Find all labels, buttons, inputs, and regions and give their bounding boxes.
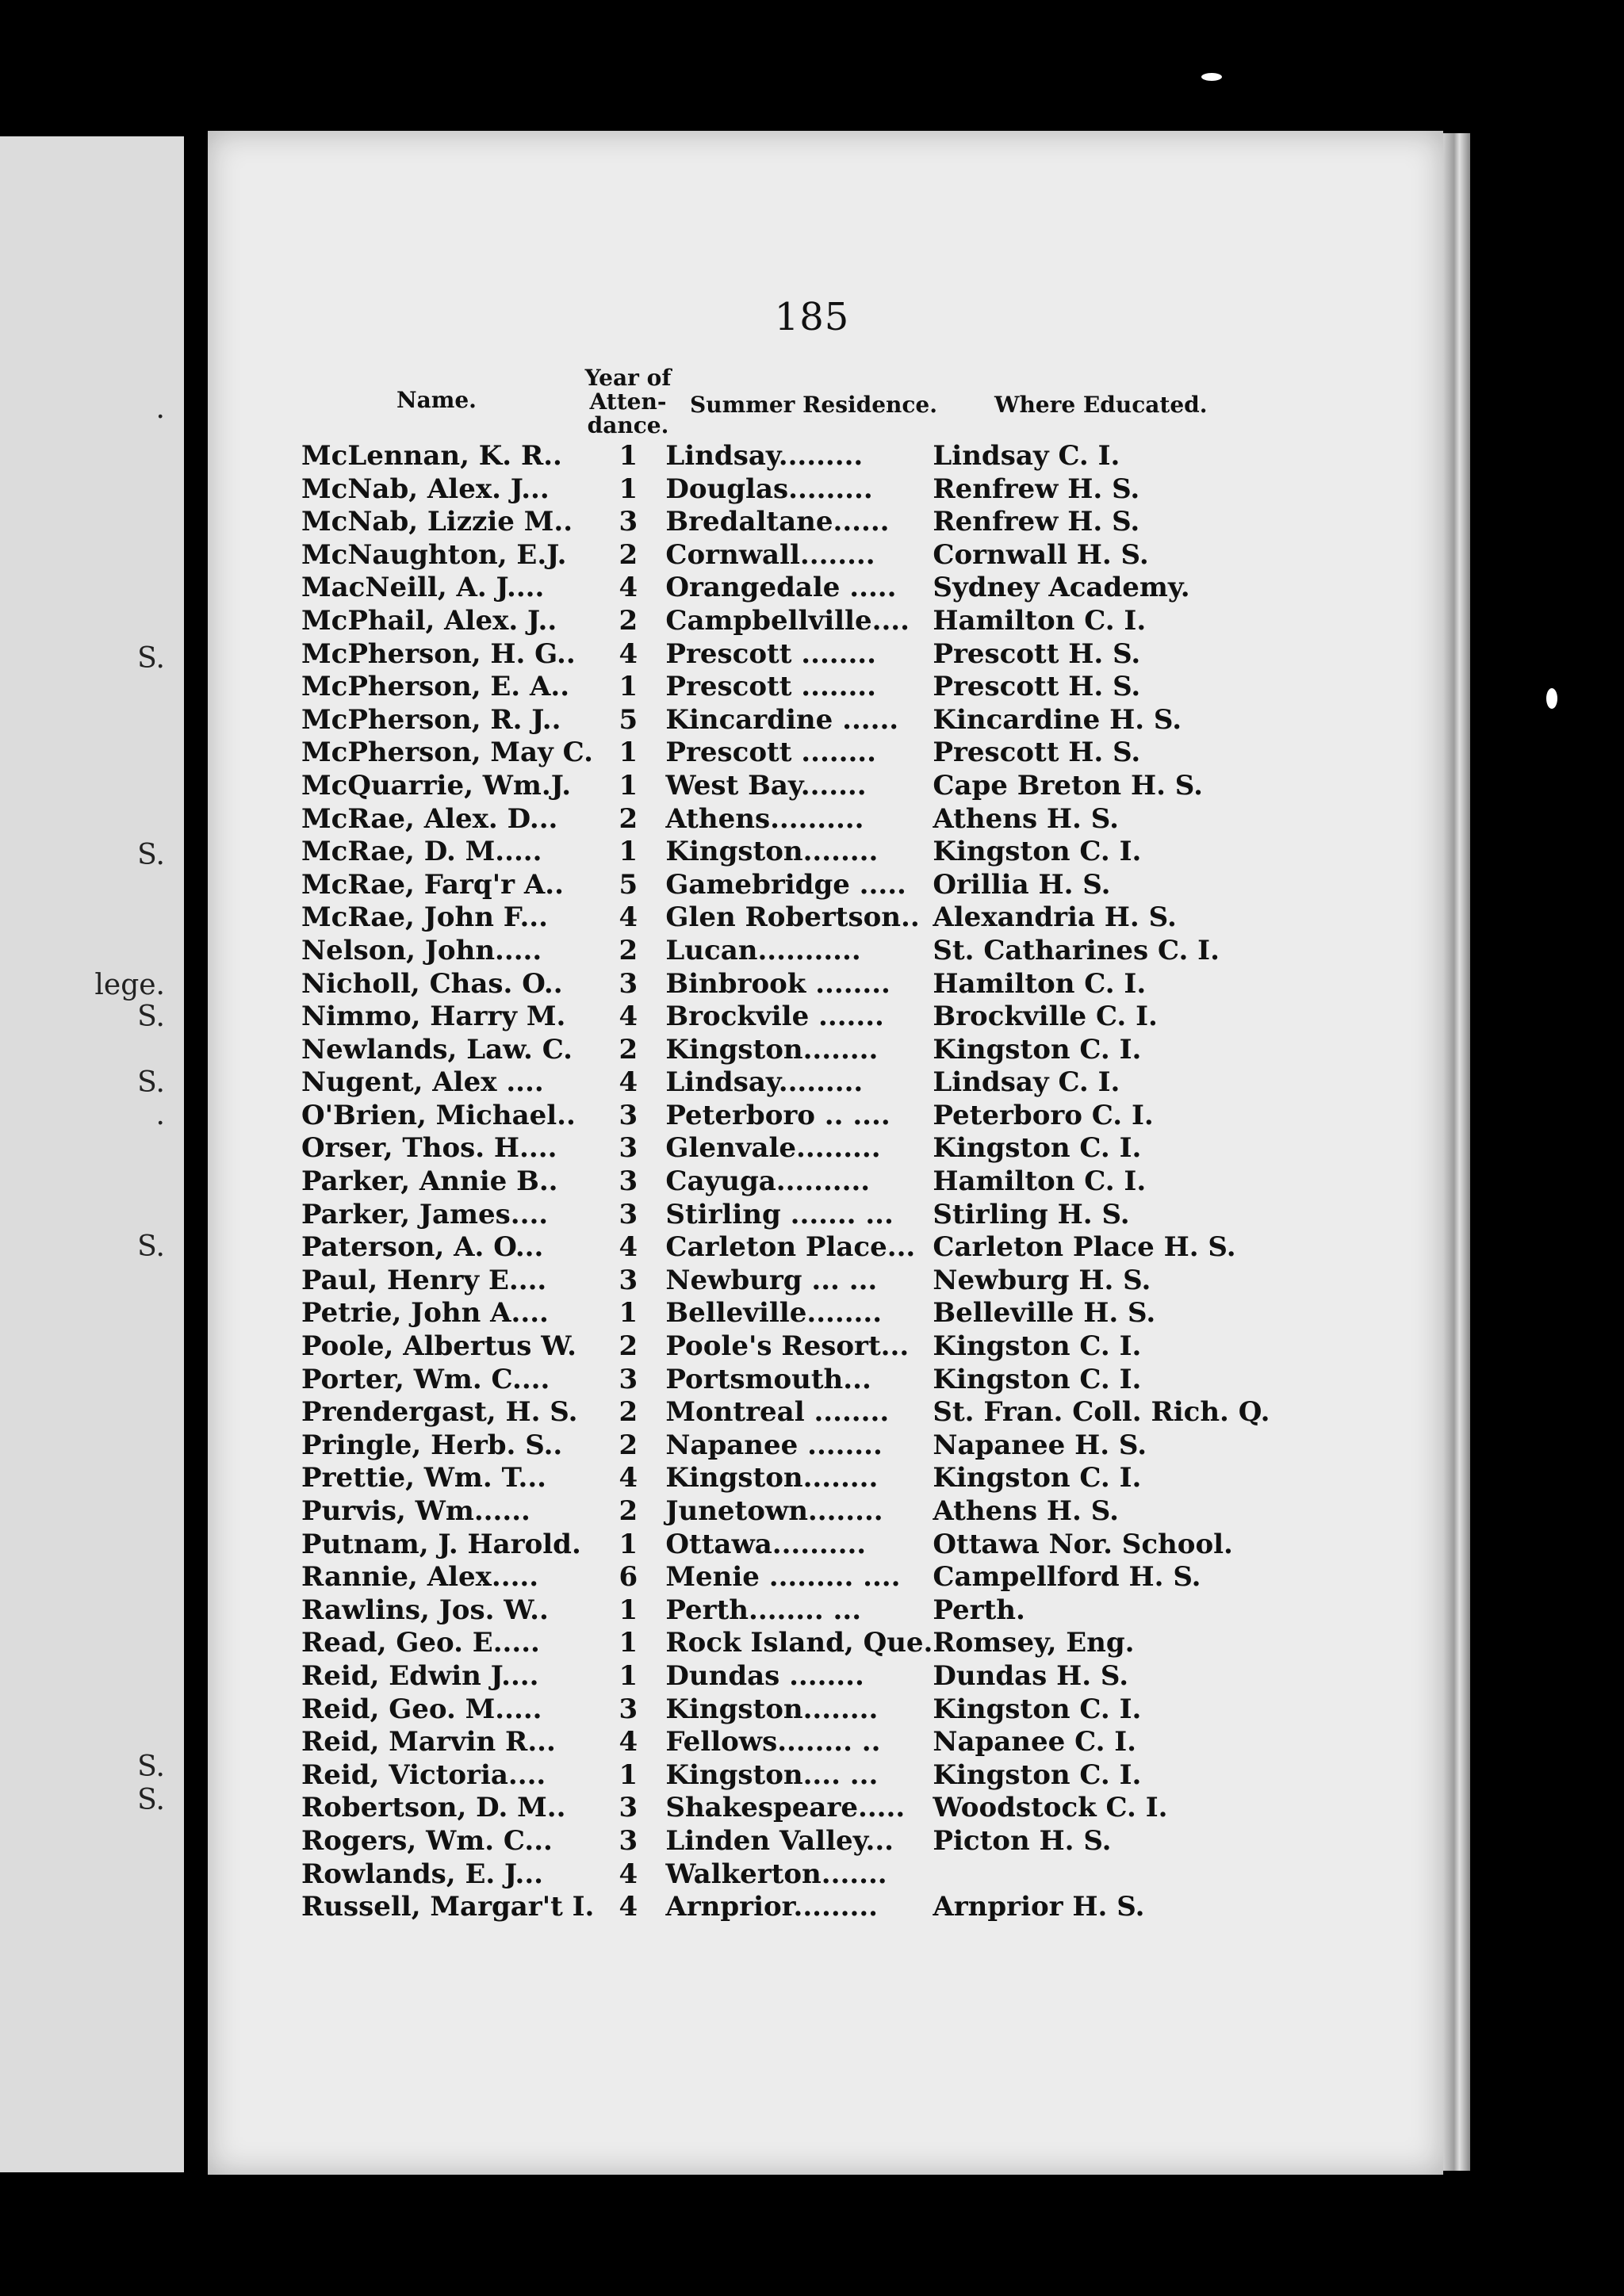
table-row — [301, 803, 1345, 836]
cell-residence: Brockvile ....... — [665, 1001, 884, 1033]
cell-name: McRae, John F... — [301, 901, 548, 934]
cell-name: Putnam, J. Harold. — [301, 1528, 581, 1560]
cell-year: 4 — [619, 1462, 638, 1494]
cell-year: 1 — [619, 1627, 638, 1659]
cell-educated: Belleville H. S. — [933, 1297, 1156, 1330]
cell-residence: Arnprior......... — [665, 1891, 879, 1923]
cell-educated: Prescott H. S. — [933, 737, 1141, 769]
cell-educated: Kingston C. I. — [933, 1033, 1142, 1066]
cell-educated: Stirling H. S. — [933, 1198, 1130, 1230]
cell-educated: Picton H. S. — [933, 1824, 1112, 1857]
cell-residence: Binbrook ........ — [665, 967, 891, 1000]
cell-name: Prettie, Wm. T... — [301, 1462, 547, 1494]
table-row — [301, 1199, 1345, 1232]
cell-residence: Lindsay......... — [665, 1066, 864, 1099]
cell-year: 3 — [619, 967, 638, 1000]
cell-residence: Dundas ........ — [665, 1659, 864, 1692]
cell-educated: Sydney Academy. — [933, 572, 1190, 604]
table-row — [301, 1034, 1345, 1067]
cell-year: 5 — [619, 868, 638, 901]
table-row — [301, 1529, 1345, 1562]
cell-residence: Bredaltane...... — [665, 506, 890, 538]
cell-educated: Kingston C. I. — [933, 1758, 1142, 1791]
table-row — [301, 1330, 1345, 1364]
cell-name: McNaughton, E.J. — [301, 538, 567, 571]
header-year-line-1: Year of — [584, 365, 672, 391]
cell-residence: Lindsay......... — [665, 440, 864, 472]
cell-educated: Alexandria H. S. — [933, 901, 1177, 934]
cell-year: 1 — [619, 1528, 638, 1560]
cell-educated: Kincardine H. S. — [933, 703, 1182, 736]
table-row — [301, 539, 1345, 572]
header-year-of-attendance — [573, 366, 684, 438]
cell-name: Poole, Albertus W. — [301, 1330, 576, 1363]
cell-name: Parker, James.... — [301, 1198, 549, 1230]
cell-residence: Napanee ........ — [665, 1429, 883, 1461]
cell-year: 1 — [619, 440, 638, 472]
table-row — [301, 1231, 1345, 1265]
table-row — [301, 638, 1345, 672]
cell-name: McNab, Alex. J... — [301, 473, 550, 505]
left-page-text-fragment: S. — [137, 1066, 165, 1099]
cell-name: Reid, Marvin R... — [301, 1726, 556, 1758]
cell-name: McPherson, May C. — [301, 737, 593, 769]
cell-residence: Shakespeare..... — [665, 1792, 906, 1824]
cell-year: 3 — [619, 1363, 638, 1395]
film-speck — [1546, 688, 1557, 709]
table-row — [301, 1066, 1345, 1100]
cell-residence: Rock Island, Que. — [665, 1627, 933, 1659]
cell-residence: Portsmouth... — [665, 1363, 871, 1395]
table-row — [301, 1495, 1345, 1529]
left-page-text-fragment: S. — [137, 839, 165, 871]
cell-educated: St. Catharines C. I. — [933, 934, 1220, 966]
left-page-text-fragment: S. — [137, 1001, 165, 1033]
cell-name: MacNeill, A. J.... — [301, 572, 545, 604]
table-row — [301, 836, 1345, 869]
cell-residence: Glen Robertson.. — [665, 901, 920, 934]
cell-name: Reid, Geo. M..... — [301, 1693, 542, 1725]
cell-educated: Peterboro C. I. — [933, 1099, 1154, 1131]
cell-name: McNab, Lizzie M.. — [301, 506, 573, 538]
cell-educated: Hamilton C. I. — [933, 1165, 1147, 1198]
cell-name: Nicholl, Chas. O.. — [301, 967, 563, 1000]
cell-name: Newlands, Law. C. — [301, 1033, 573, 1066]
cell-educated: Newburg H. S. — [933, 1264, 1151, 1296]
left-page-text-fragment: . — [155, 392, 165, 425]
cell-residence: Montreal ........ — [665, 1396, 890, 1429]
cell-name: McPhail, Alex. J.. — [301, 604, 557, 637]
cell-educated — [933, 1858, 1345, 1892]
table-row — [301, 473, 1345, 507]
cell-educated: St. Fran. Coll. Rich. Q. — [933, 1396, 1270, 1429]
cell-name: Rawlins, Jos. W.. — [301, 1594, 549, 1626]
table-row — [301, 1165, 1345, 1199]
cell-year: 1 — [619, 671, 638, 703]
cell-year: 1 — [619, 737, 638, 769]
cell-educated: Athens H. S. — [933, 802, 1119, 835]
cell-educated: Prescott H. S. — [933, 671, 1141, 703]
cell-year: 3 — [619, 1132, 638, 1165]
cell-name: Paul, Henry E.... — [301, 1264, 547, 1296]
header-summer-residence: Summer Residence. — [690, 392, 937, 418]
cell-year: 1 — [619, 769, 638, 802]
cell-year: 1 — [619, 836, 638, 868]
cell-year: 4 — [619, 1231, 638, 1264]
cell-name: O'Brien, Michael.. — [301, 1099, 576, 1131]
cell-educated: Prescott H. S. — [933, 637, 1141, 670]
cell-year: 3 — [619, 1824, 638, 1857]
header-year-line-3: dance. — [587, 412, 669, 438]
cell-educated: Kingston C. I. — [933, 1462, 1142, 1494]
cell-educated: Kingston C. I. — [933, 1330, 1142, 1363]
cell-residence: Junetown........ — [665, 1495, 883, 1527]
cell-educated: Renfrew H. S. — [933, 473, 1140, 505]
cell-residence: Prescott ........ — [665, 737, 876, 769]
cell-year: 3 — [619, 506, 638, 538]
cell-residence: Fellows........ .. — [665, 1726, 881, 1758]
cell-year: 2 — [619, 604, 638, 637]
table-row — [301, 1594, 1345, 1628]
cell-name: McRae, Alex. D... — [301, 802, 558, 835]
table-row — [301, 572, 1345, 605]
cell-name: Robertson, D. M.. — [301, 1792, 566, 1824]
cell-educated: Cape Breton H. S. — [933, 769, 1203, 802]
cell-residence: Perth........ ... — [665, 1594, 862, 1626]
cell-educated: Napanee H. S. — [933, 1429, 1147, 1461]
table-row — [301, 1825, 1345, 1858]
cell-residence: West Bay....... — [665, 769, 867, 802]
cell-residence: Cayuga.......... — [665, 1165, 871, 1198]
cell-name: Pringle, Herb. S.. — [301, 1429, 563, 1461]
cell-name: Paterson, A. O... — [301, 1231, 544, 1264]
cell-name: Prendergast, H. S. — [301, 1396, 578, 1429]
table-row — [301, 1792, 1345, 1825]
cell-educated: Renfrew H. S. — [933, 506, 1140, 538]
cell-year: 3 — [619, 1198, 638, 1230]
left-page-text-fragment: lege. — [94, 969, 165, 1001]
cell-year: 1 — [619, 1659, 638, 1692]
cell-residence: Lucan........... — [665, 934, 861, 966]
cell-year: 2 — [619, 538, 638, 571]
cell-name: McPherson, H. G.. — [301, 637, 576, 670]
cell-residence: Gamebridge ..... — [665, 868, 906, 901]
cell-educated: Athens H. S. — [933, 1495, 1119, 1527]
cell-residence: Kingston........ — [665, 1462, 879, 1494]
cell-year: 3 — [619, 1693, 638, 1725]
cell-residence: Menie ......... .... — [665, 1561, 901, 1594]
table-row — [301, 1858, 1345, 1892]
cell-residence: Cornwall........ — [665, 538, 875, 571]
left-page-text-fragment: S. — [137, 1751, 165, 1783]
cell-educated: Hamilton C. I. — [933, 604, 1147, 637]
cell-educated: Lindsay C. I. — [933, 1066, 1120, 1099]
cell-educated: Kingston C. I. — [933, 1693, 1142, 1725]
left-page-fragment — [0, 136, 184, 2172]
cell-year: 4 — [619, 1858, 638, 1890]
table-row — [301, 605, 1345, 638]
table-row — [301, 1462, 1345, 1495]
header-year-line-2: Atten- — [589, 388, 667, 415]
cell-residence: Carleton Place... — [665, 1231, 916, 1264]
cell-name: McPherson, E. A.. — [301, 671, 570, 703]
table-row — [301, 1627, 1345, 1660]
table-row — [301, 1265, 1345, 1298]
cell-name: Purvis, Wm...... — [301, 1495, 530, 1527]
cell-name: Reid, Victoria.... — [301, 1758, 546, 1791]
cell-residence: Campbellville.... — [665, 604, 910, 637]
cell-residence: Belleville........ — [665, 1297, 883, 1330]
cell-year: 2 — [619, 1396, 638, 1429]
cell-educated: Dundas H. S. — [933, 1659, 1129, 1692]
table-row — [301, 968, 1345, 1001]
cell-residence: Peterboro .. .... — [665, 1099, 891, 1131]
cell-residence: Kingston........ — [665, 836, 879, 868]
cell-residence: Kingston........ — [665, 1693, 879, 1725]
cell-name: McRae, D. M..... — [301, 836, 542, 868]
table-row — [301, 1396, 1345, 1429]
cell-educated: Kingston C. I. — [933, 1363, 1142, 1395]
cell-name: Rowlands, E. J... — [301, 1858, 544, 1890]
cell-year: 2 — [619, 802, 638, 835]
table-row — [301, 770, 1345, 803]
cell-year: 1 — [619, 473, 638, 505]
cell-name: Read, Geo. E..... — [301, 1627, 540, 1659]
table-row — [301, 1660, 1345, 1693]
left-page-text-fragment: S. — [137, 1784, 165, 1816]
cell-residence: Ottawa.......... — [665, 1528, 867, 1560]
cell-residence: Walkerton....... — [665, 1858, 887, 1890]
cell-educated: Kingston C. I. — [933, 836, 1142, 868]
table-row — [301, 440, 1345, 473]
cell-educated: Napanee C. I. — [933, 1726, 1137, 1758]
cell-year: 3 — [619, 1165, 638, 1198]
cell-educated: Orillia H. S. — [933, 868, 1111, 901]
cell-educated: Brockville C. I. — [933, 1001, 1158, 1033]
table-row — [301, 935, 1345, 968]
cell-year: 2 — [619, 1330, 638, 1363]
cell-educated: Carleton Place H. S. — [933, 1231, 1236, 1264]
cell-name: Reid, Edwin J.... — [301, 1659, 539, 1692]
cell-residence: Poole's Resort... — [665, 1330, 910, 1363]
left-page-text-fragment: S. — [137, 1230, 165, 1263]
cell-year: 1 — [619, 1297, 638, 1330]
cell-year: 3 — [619, 1099, 638, 1131]
cell-educated: Campellford H. S. — [933, 1561, 1201, 1594]
cell-residence: Douglas......... — [665, 473, 873, 505]
page-edge — [1443, 133, 1470, 2171]
cell-year: 1 — [619, 1594, 638, 1626]
table-row — [301, 1429, 1345, 1463]
table-row — [301, 1001, 1345, 1034]
table-row — [301, 869, 1345, 902]
cell-residence: Kingston.... ... — [665, 1758, 879, 1791]
cell-year: 2 — [619, 934, 638, 966]
cell-name: Russell, Margar't I. — [301, 1891, 595, 1923]
cell-name: Petrie, John A.... — [301, 1297, 549, 1330]
cell-year: 2 — [619, 1495, 638, 1527]
table-row — [301, 737, 1345, 770]
cell-name: Nimmo, Harry M. — [301, 1001, 566, 1033]
cell-name: Nelson, John..... — [301, 934, 542, 966]
cell-residence: Glenvale......... — [665, 1132, 881, 1165]
cell-educated: Hamilton C. I. — [933, 967, 1147, 1000]
cell-name: Porter, Wm. C.... — [301, 1363, 550, 1395]
cell-name: Orser, Thos. H.... — [301, 1132, 557, 1165]
cell-year: 6 — [619, 1561, 638, 1594]
cell-year: 3 — [619, 1264, 638, 1296]
cell-educated: Cornwall H. S. — [933, 538, 1149, 571]
table-row — [301, 1726, 1345, 1759]
table-row — [301, 506, 1345, 539]
header-where-educated: Where Educated. — [994, 392, 1208, 418]
cell-name: McLennan, K. R.. — [301, 440, 562, 472]
cell-year: 4 — [619, 637, 638, 670]
table-row — [301, 1693, 1345, 1727]
cell-residence: Stirling ....... ... — [665, 1198, 894, 1230]
student-roster-table — [301, 440, 1345, 1924]
cell-year: 4 — [619, 901, 638, 934]
cell-year: 4 — [619, 1891, 638, 1923]
cell-name: Rogers, Wm. C... — [301, 1824, 553, 1857]
cell-residence: Prescott ........ — [665, 671, 876, 703]
table-row — [301, 1891, 1345, 1924]
table-row — [301, 1132, 1345, 1165]
cell-residence: Linden Valley... — [665, 1824, 894, 1857]
cell-residence: Kincardine ...... — [665, 703, 899, 736]
left-page-text-fragment: S. — [137, 642, 165, 675]
table-row — [301, 1561, 1345, 1594]
cell-residence: Prescott ........ — [665, 637, 876, 670]
table-row — [301, 1297, 1345, 1330]
cell-name: Nugent, Alex .... — [301, 1066, 544, 1099]
cell-year: 5 — [619, 703, 638, 736]
table-row — [301, 1759, 1345, 1793]
cell-name: McPherson, R. J.. — [301, 703, 561, 736]
cell-name: McQuarrie, Wm.J. — [301, 769, 572, 802]
cell-educated: Perth. — [933, 1594, 1025, 1626]
cell-year: 4 — [619, 1726, 638, 1758]
table-row — [301, 1100, 1345, 1133]
table-row — [301, 671, 1345, 704]
cell-year: 4 — [619, 1001, 638, 1033]
cell-residence: Athens.......... — [665, 802, 864, 835]
cell-year: 1 — [619, 1758, 638, 1791]
cell-residence: Newburg ... ... — [665, 1264, 878, 1296]
film-speck — [1201, 73, 1222, 81]
cell-name: McRae, Farq'r A.. — [301, 868, 564, 901]
cell-educated: Lindsay C. I. — [933, 440, 1120, 472]
cell-year: 2 — [619, 1033, 638, 1066]
cell-year: 4 — [619, 1066, 638, 1099]
cell-educated: Romsey, Eng. — [933, 1627, 1135, 1659]
cell-year: 4 — [619, 572, 638, 604]
cell-educated: Arnprior H. S. — [933, 1891, 1145, 1923]
page-number: 185 — [774, 295, 850, 339]
cell-residence: Kingston........ — [665, 1033, 879, 1066]
left-page-text-fragment: . — [155, 1099, 165, 1131]
cell-educated: Ottawa Nor. School. — [933, 1528, 1233, 1560]
cell-year: 2 — [619, 1429, 638, 1461]
cell-educated: Woodstock C. I. — [933, 1792, 1168, 1824]
cell-name: Rannie, Alex..... — [301, 1561, 539, 1594]
cell-educated: Kingston C. I. — [933, 1132, 1142, 1165]
table-row — [301, 901, 1345, 935]
cell-name: Parker, Annie B.. — [301, 1165, 558, 1198]
cell-residence: Orangedale ..... — [665, 572, 897, 604]
table-row — [301, 704, 1345, 737]
table-row — [301, 1364, 1345, 1397]
cell-year: 3 — [619, 1792, 638, 1824]
header-name: Name. — [396, 387, 477, 413]
